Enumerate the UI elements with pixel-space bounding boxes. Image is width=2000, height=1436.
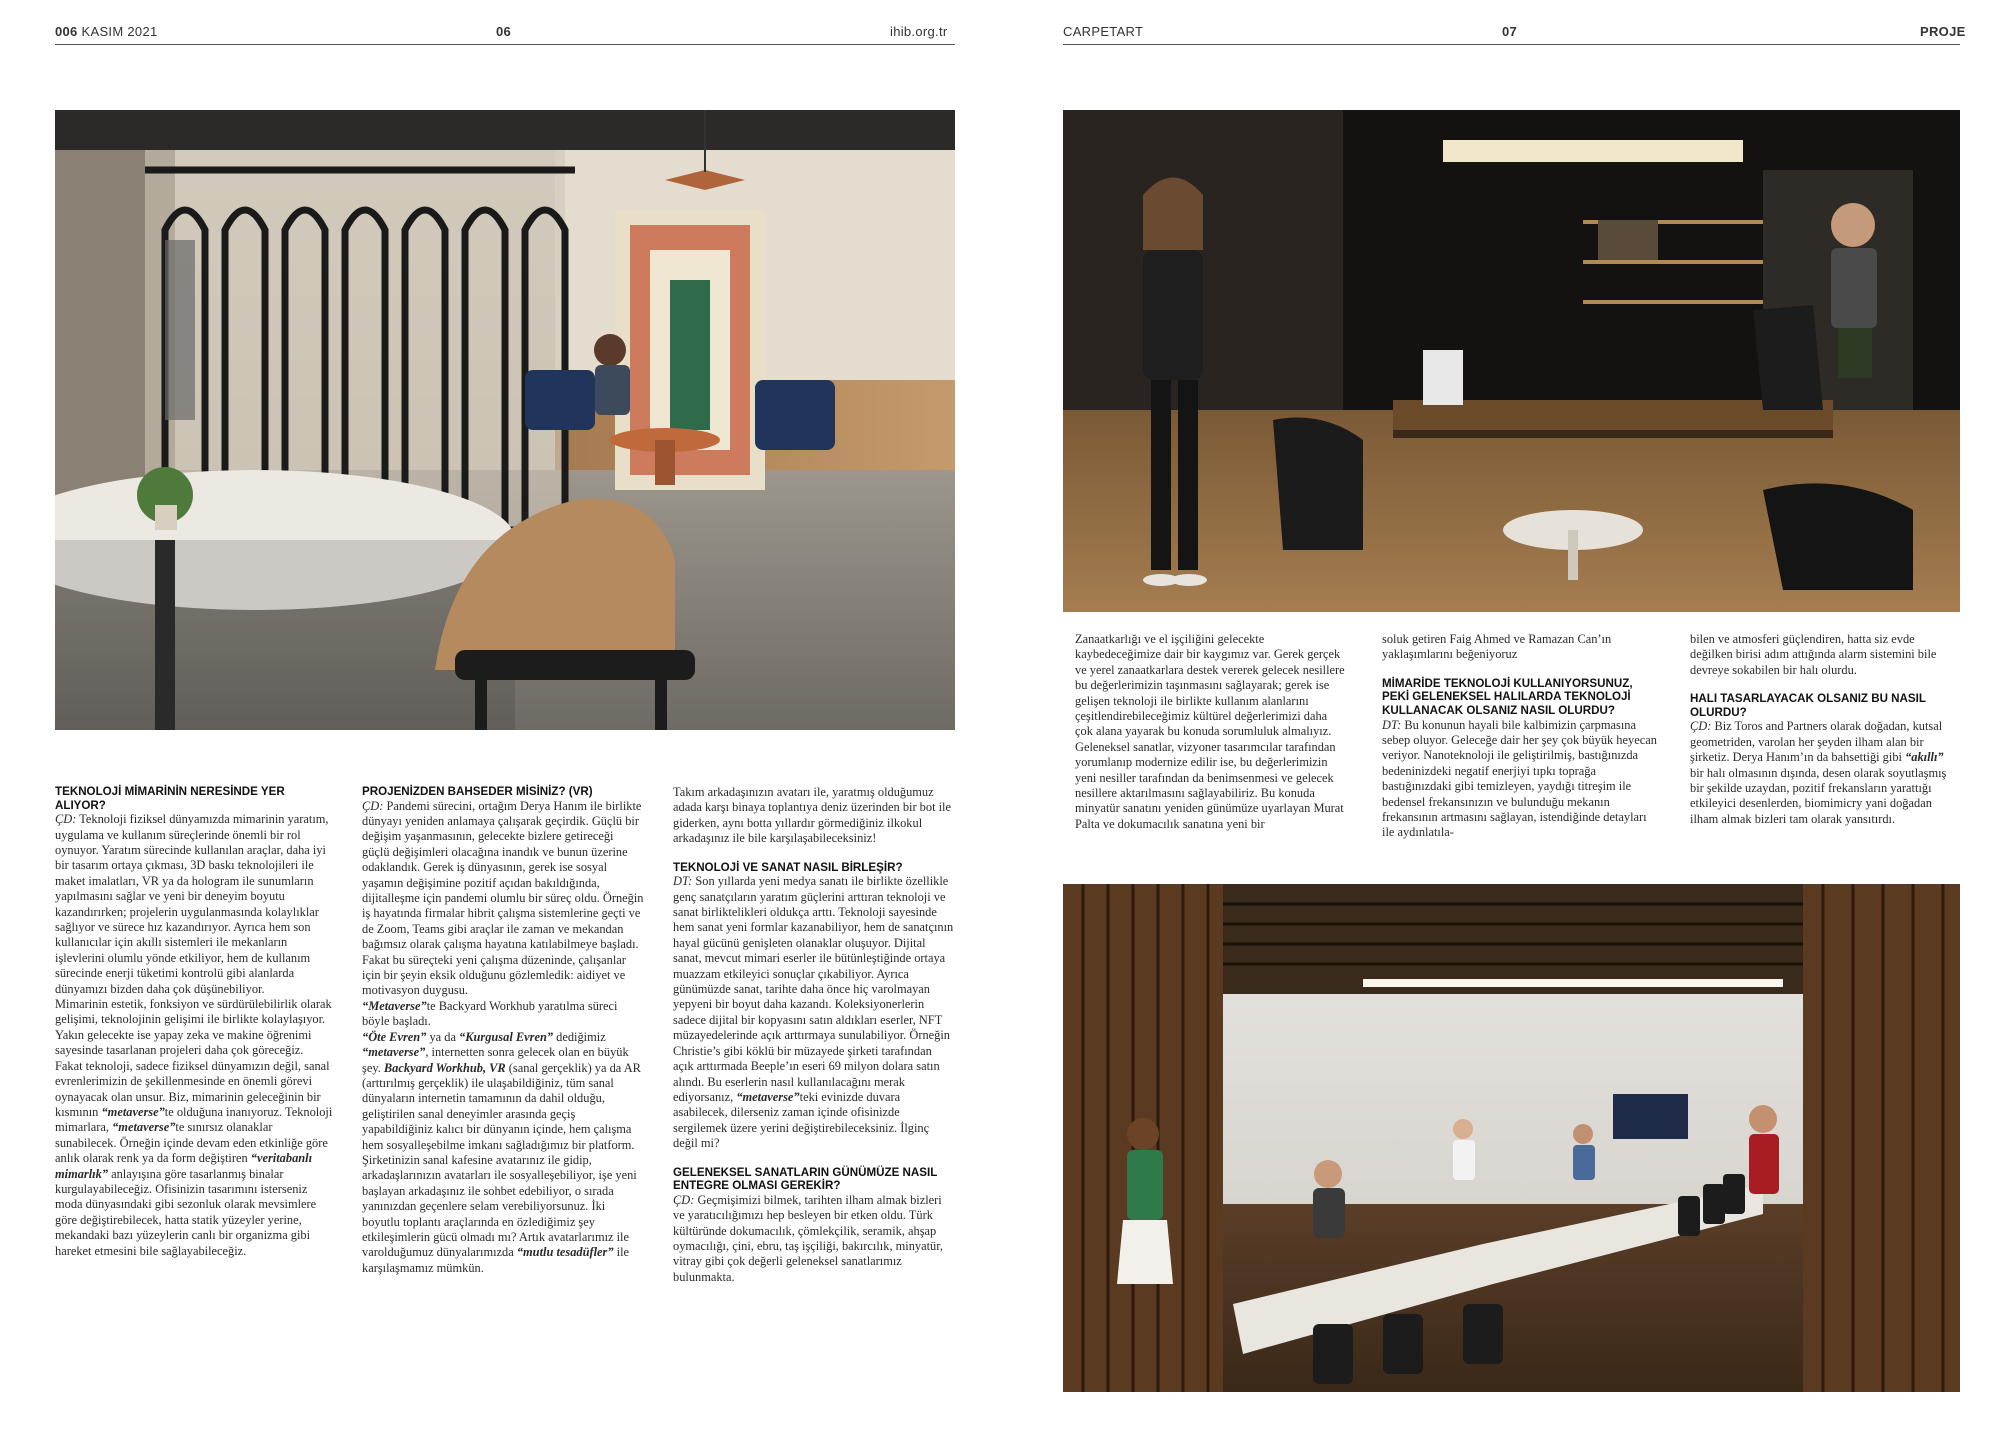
answer-paragraph: ÇD: Pandemi sürecini, ortağım Derya Hanım ile birlikte dünyayı yeniden anlamaya çalışarak geçirdik. Güçlü bir değişim yaşanmasının, gelecekte bizlere getireceği güçlü değişimleri olacağına inandık ve bunun üzerine odaklandık. Gerek iş dünyasının, gerek ise sosyal yaşamın değişimine pozitif açıdan bakıldığında, dijitalleşme için pandemi olumlu bir süreç oldu. Örneğin iş hayatında firmalar hibrit çalışma sistemlerine geçti ve de Zoom, Teams gibi araçlar ile zaman ve mekandan bağımsız olarak çalışma hayatına katılabilmeye başladı. Fakat bu süreçteki yeni çalışma düzeninde, çalışanlar için bir şeyin eksik olduğunu gözlemledik: aidiyet ve motivasyon duygusu. [362,798,644,998]
question-heading: HALI TASARLAYACAK OLSANIZ BU NASIL OLURDU? [1690,692,1926,719]
column-6 [1690,632,1960,827]
left-page-folio: 06 [496,24,512,39]
header-rule-right [1063,44,1960,45]
answer-paragraph: ÇD: Teknoloji fiziksel dünyamızda mimarinin yaratım, uygulama ve kullanım süreçlerinde önemli bir rol oynuyor. Yaratım sürecinde kullanılan araçlar, daha iyi bir tasarım ortaya çıkması, 3D baskı teknolojileri ile maket imalatları, VR ya da hologram ile sunumların yapılmasını sağlar ve yeni bir deneyim boyutu kazandırırken; projelerin uygulanmasında kolaylıklar sağlıyor ve sürece hız kazandırıyor. Ayrıca hem son kullanıcılar için akıllı sistemleri ile mekanların işlevlerini olumlu yönde etkiliyor, hem de kullanım sürecinde enerji tüketimi kontrolü gibi alanlarda dünyamızı bizden daha çok düşünebiliyor. [55,812,329,996]
header-left [55,24,158,39]
office-lounge-photo [55,110,955,730]
answer-paragraph: ÇD: Biz Toros and Partners olarak doğadan, kutsal geometriden, varolan her şeyden ilham alan bir şirketiz. Derya Hanım’ın da bahsettiği gibi “akıllı” bir halı olmasının dışında, desen olarak soyutlaşmış bir şekilde uzaydan, pozitif frekansların yarattığı etkileyici desenlerden, biomimicry yani doğadan ilham almak bizleri tam olarak yansıtırdı. [1690,719,1947,826]
column-4 [1075,632,1345,832]
right-page-folio: 07 [1502,24,1518,39]
body-paragraph: Takım arkadaşınızın avatarı ile, yaratmış olduğumuz adada karşı binaya toplantıya deniz üzerinden bir bot ile giderken, aynı botta yıllardır görmediğiniz ilkokul arkadaşınız ile bile karşılaşabileceksiniz! [673,785,951,846]
body-paragraph: “Öte Evren” ya da “Kurgusal Evren” dediğimiz “metaverse”, internetten sonra gelecek olan en büyük şey. Backyard Workhub, VR (sanal gerçeklik) ya da AR (arttırılmış gerçeklik) ile ulaşabildiğiniz, tüm sanal dünyaların internetin tamamının da dahil olduğu, geliştirilen sanal deneyimler arasında geçiş yapabildiğiniz kalıcı bir dünyanın içinde, hem çalışma hem sosyalleşebilme imkanı sağladığımız bir platform. Şirketinizin sanal kafesine avatarınız ile gidip, arkadaşlarınızın avatarları ile sosyalleşebiliyor, işe yeni başlayan arkadaşınız ile sohbet edebiliyor, o sırada yanınızdan geçenlere selam verebiliyorsunuz. İki boyutlu toplantı araçlarında en özlediğimiz şey etkileşimlerin gücü olmadı mı? Artık avatarlarımız ile varolduğumuz dünyalarımızda “mutlu tesadüfler” ile karşılaşmamız mümkün. [362,1029,641,1275]
answer-paragraph: ÇD: Geçmişimizi bilmek, tarihten ilham almak bizleri ve yaratıcılığımızı hep besleyen bir etken oldu. Türk kültüründe dokumacılık, çömlekçilik, seramik, ahşap oymacılığı, çini, ebru, taş işçiliği, bakırcılık, minyatür, vitray gibi çok değerli geleneksel sanatlarımız bulunmakta. [673,1192,943,1284]
question-heading: GELENEKSEL SANATLARIN GÜNÜMÜZE NASIL ENTEGRE OLMASI GEREKİR? [673,1165,938,1193]
body-paragraph: “Metaverse”te Backyard Workhub yaratılma süreci böyle başladı. [362,998,618,1029]
question-heading: TEKNOLOJİ VE SANAT NASIL BİRLEŞİR? [673,860,903,874]
page-number: 006 [55,24,78,39]
column-5 [1382,632,1657,841]
answer-paragraph: DT: Bu konunun hayali bile kalbimizin çarpmasına sebep oluyor. Geleceğe dair her şey çok büyük heyecan veriyor. Nanoteknoloji ile geliştirilmiş, bastığınızda bedeninizdeki negatif enerjiyi tıpkı toprağa bastığınızdaki gibi temizleyen, yaydığı titreşim ile bedensel frekansınızın ve bulunduğu mekanın frekansının artmasını sağlayan, istendiğinde detayları ile aydınlatıla- [1382,717,1657,840]
body-paragraph: Mimarinin estetik, fonksiyon ve sürdürülebilirlik olarak gelişimi, teknolojinin gelişimi ile birlikte kolaylaşıyor. [55,997,332,1027]
body-paragraph: bilen ve atmosferi güçlendiren, hatta siz evde değilken birisi adım attığında alarm sistemini bile devreye sokabilen bir halı olurdu. [1690,632,1937,677]
column-3 [673,785,955,1285]
meeting-room-photo [1063,884,1960,1392]
question-heading: MİMARİDE TEKNOLOJİ KULLANIYORSUNUZ, PEKİ GELENEKSEL HALILARDA TEKNOLOJİ KULLANACAK OLSANIZ NASIL OLURDU? [1382,676,1633,717]
body-paragraph: soluk getiren Faig Ahmed ve Ramazan Can’ın yaklaşımlarını beğeniyoruz [1382,632,1612,662]
question-heading: PROJENİZDEN BAHSEDER MİSİNİZ? (VR) [362,785,593,798]
section-label: PROJE [1920,24,1966,39]
issue-date: KASIM 2021 [81,24,158,39]
site-url: ihib.org.tr [890,24,948,39]
question-heading: TEKNOLOJİ MİMARİNİN NERESİNDE YER ALIYOR? [55,785,285,812]
executive-office-photo [1063,110,1960,612]
body-paragraph: Yakın gelecekte ise yapay zeka ve makine öğrenimi sayesinde tasarlanan projeleri daha çok göreceğiz. Fakat teknoloji, sadece fiziksel dünyamızın değil, sanal evrenlerimizin de şekillenmesinde en önemli görevi oynayacak olan unsur. Biz, mimarinin geleceğinin bir kısmının “metaverse”te olduğuna inanıyoruz. Teknoloji mimarlara, “metaverse”te sınırsız olanaklar sunabilecek. Örneğin içinde devam eden etkinliğe göre anlık olarak renk ya da form değiştiren “veritabanlı mimarlık” anlayışına göre tasarlanmış binalar kurgulayabileceğiz. Ofisinizin tasarımını isterseniz moda dünyasındaki gibi sezonluk olarak mevsimlere göre değiştirebilecek, hatta statik yüzeyler yerine, mekandaki bazı yüzeylerin canlı bir organizma gibi hareket etmesini bile sağlayabileceğiz. [55,1027,333,1258]
header-rule-left [55,44,955,45]
answer-paragraph: DT: Son yıllarda yeni medya sanatı ile birlikte özellikle genç sanatçıların yaratım güçlerini arttıran teknoloji ve sanat birliktelikleri oldukça arttı. Teknoloji sayesinde hem sanat yeni formlar kazanabiliyor, hem de sanatçının hayal gücünü genişleten olanaklar oluşuyor. Dijital sanat, mevcut mimari eserler ile bütünleştiğinde ortaya muazzam etkileyici sonuçlar çıkabiliyor. Ayrıca günümüzde sanat, tarihte daha önce hiç varolmayan yepyeni bir boyut daha kazandı. Koleksiyonerlerin sadece dijital bir kopyasını satın aldıkları eserler, NFT müzayedelerinde açık arttırmaya sunulabiliyor. Örneğin Christie’s gibi köklü bir müzayede şirketi tarafından açık arttırmada Beeple’ın eseri 69 milyon dolara satın alındı. Bu eserlerin nasıl kullanılacağını merak ediyorsanız, “metaverse”teki evinizde duvara asabilecek, dilerseniz zaman içinde ofisinizde sergilemek üzere yerini değiştirebileceksiniz. İlginç değil mi? [673,874,954,1151]
brand-name: CARPETART [1063,24,1144,39]
column-1 [55,785,333,1259]
column-2 [362,785,644,1276]
body-paragraph: Zanaatkarlığı ve el işçiliğini gelecekte kaybedeceğimize dair bir kaygımız var. Gerek gerçek ve yerel zanaatkarlara destek vererek gelecek nesillere bu değerlerimizin taşınmasını sağlayarak; gerek ise gelişen teknoloji ile birlikte kullanım alanlarını çeşitlendirebileceğimiz kültürel değerlerimizi daha çok alana yayarak bu konuda sorumluluk almalıyız. Geleneksel sanatlar, vizyoner tasarımcılar tarafından yorumlanıp modernize edilir ise, bu değerlerimizin yeni nesiller tarafından da benimsenmesi ve gelecek nesillere aktarılmasını sağlayabiliriz. Bu konuda minyatür sanatını yeniden günümüze uyarlayan Murat Palta ve dokumacılık sanatına yeni bir [1075,632,1345,831]
